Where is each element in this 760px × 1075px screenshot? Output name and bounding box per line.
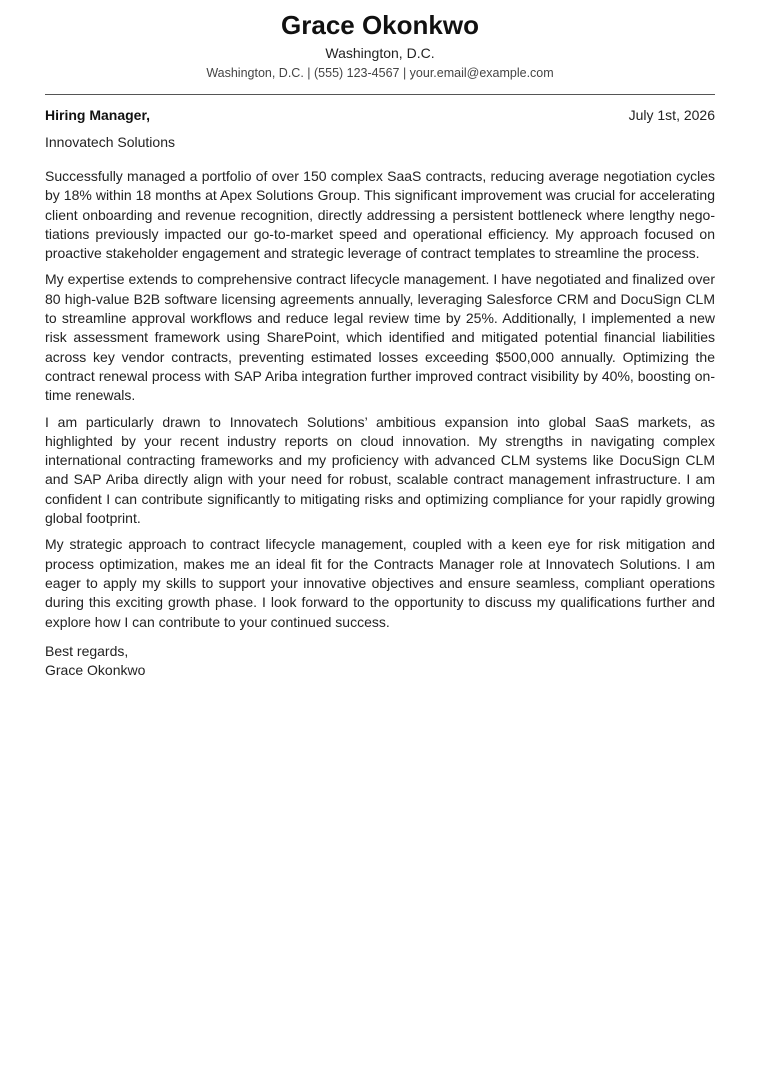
body-paragraph: Successfully managed a portfolio of over 150 complex SaaS contracts, reducing average negotiation cycles by 18% within 18 months at Apex Solutions Group. This significant improvement was crucial for accelerating client onboarding and revenue recognition, directly addressing a persistent bottleneck where lengthy negotiations previously impacted our go-to-market speed and operational efficiency. My approach focused on proactive stakeholder engagement and strategic leverage of contract templates to streamline the process.: [45, 168, 715, 262]
body-paragraph: My strategic approach to contract lifecycle management, coupled with a keen eye for risk mitigation and process optimization, makes me an ideal fit for the Contracts Manager role at Innovatech Solutions. I am eager to apply my skills to support your innovative objectives and ensure seamless, compliant operations during this exciting growth phase. I look forward to the opportunity to discuss my qualifications further and explore how I can contribute to your continued success.: [45, 536, 715, 630]
recipient-salutation: Hiring Manager,: [45, 107, 151, 123]
header-divider: [45, 94, 715, 95]
letter-closing: [45, 642, 715, 681]
letter-body: [45, 167, 715, 632]
sender-contact-line: Washington, D.C. | (555) 123-4567 | your.email@example.com: [206, 66, 554, 80]
sender-name: Grace Okonkwo: [281, 10, 479, 40]
sender-location: Washington, D.C.: [325, 45, 435, 61]
letter-date: July 1st, 2026: [628, 107, 715, 123]
letter-header: [45, 8, 715, 81]
recipient-company: Innovatech Solutions: [45, 134, 175, 150]
recipient-row: [45, 106, 715, 124]
sign-off: Best regards,: [45, 642, 129, 659]
signature-name: Grace Okonkwo: [45, 662, 146, 679]
body-paragraph: I am particularly drawn to Innovatech Solutions’ ambitious expansion into global SaaS markets, as highlighted by your recent industry reports on cloud innovation. My strengths in navigating complex international contracting frameworks and my proficiency with advanced CLM systems like DocuSign CLM and SAP Ariba directly align with your need for robust, scalable contract management infrastructure. I am confident I can contribute significantly to mitigating risks and optimizing compliance for your rapidly growing global footprint.: [45, 413, 715, 527]
body-paragraph: My expertise extends to comprehensive contract lifecycle management. I have negotiated and finalized over 80 high-value B2B software licensing agreements annually, leveraging Salesforce CRM and DocuSign CLM to streamline approval workflows and reduce legal review time by 25%. Additionally, I implemented a new risk assessment framework using SharePoint, which identified and mitigated potential financial liabilities across key vendor contracts, preventing estimated losses exceeding $500,000 annually. Optimizing the contract renewal process with SAP Ariba integration further improved contract visibility by 40%, boosting on-time renewals.: [45, 271, 715, 404]
